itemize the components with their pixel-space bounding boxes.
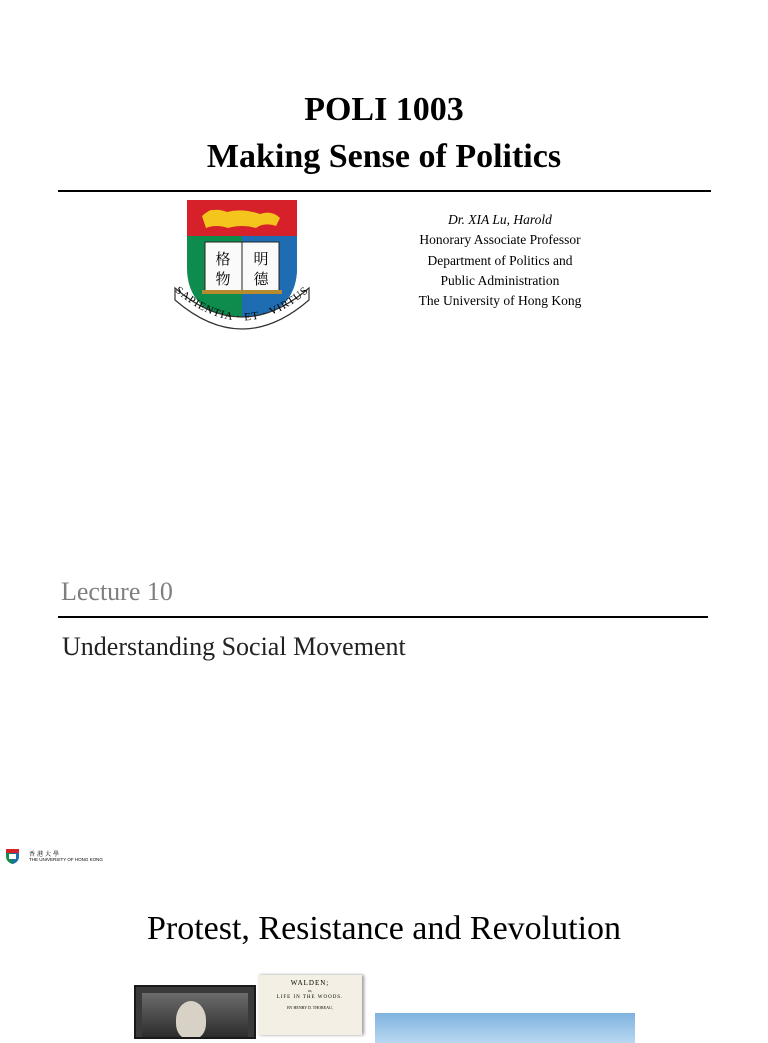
book-or: or, (307, 988, 313, 993)
crest-char-3: 物 (215, 270, 231, 288)
book-title: WALDEN; (290, 979, 330, 987)
course-code: POLI 1003 (304, 91, 464, 128)
crest-char-4: 德 (253, 270, 269, 288)
author-line-3: Public Administration (440, 272, 560, 288)
author-line-4: The University of Hong Kong (418, 293, 582, 309)
course-title: Making Sense of Politics (206, 138, 562, 175)
mini-crest-icon (5, 848, 20, 865)
lecture-divider (58, 616, 708, 618)
hku-crest-icon (172, 198, 312, 336)
crest-char-2: 明 (253, 250, 269, 268)
crest-char-1: 格 (215, 250, 231, 268)
logo-english-name: THE UNIVERSITY OF HONG KONG (29, 857, 103, 862)
author-line-1: Honorary Associate Professor (419, 232, 581, 248)
university-logo (5, 847, 115, 867)
portrait-photo (134, 985, 256, 1039)
author-line-2: Department of Politics and (427, 252, 573, 268)
author-name: Dr. XIA Lu, Harold (448, 212, 552, 227)
author-block (400, 210, 600, 311)
title-divider (58, 190, 711, 192)
logo-chinese-name: 香港大學 (29, 851, 62, 858)
walden-book-cover (258, 975, 362, 1035)
book-subtitle: LIFE IN THE WOODS. (276, 995, 344, 1000)
sky-photo (375, 1013, 635, 1043)
lecture-number: Lecture 10 (61, 577, 173, 606)
slide-title: Protest, Resistance and Revolution (146, 910, 622, 947)
book-author: BY HENRY D. THOREAU, (287, 1005, 333, 1010)
lecture-topic: Understanding Social Movement (62, 632, 406, 661)
crest-motto: SAPIENTIA · ET · VIRTUS (172, 284, 312, 324)
